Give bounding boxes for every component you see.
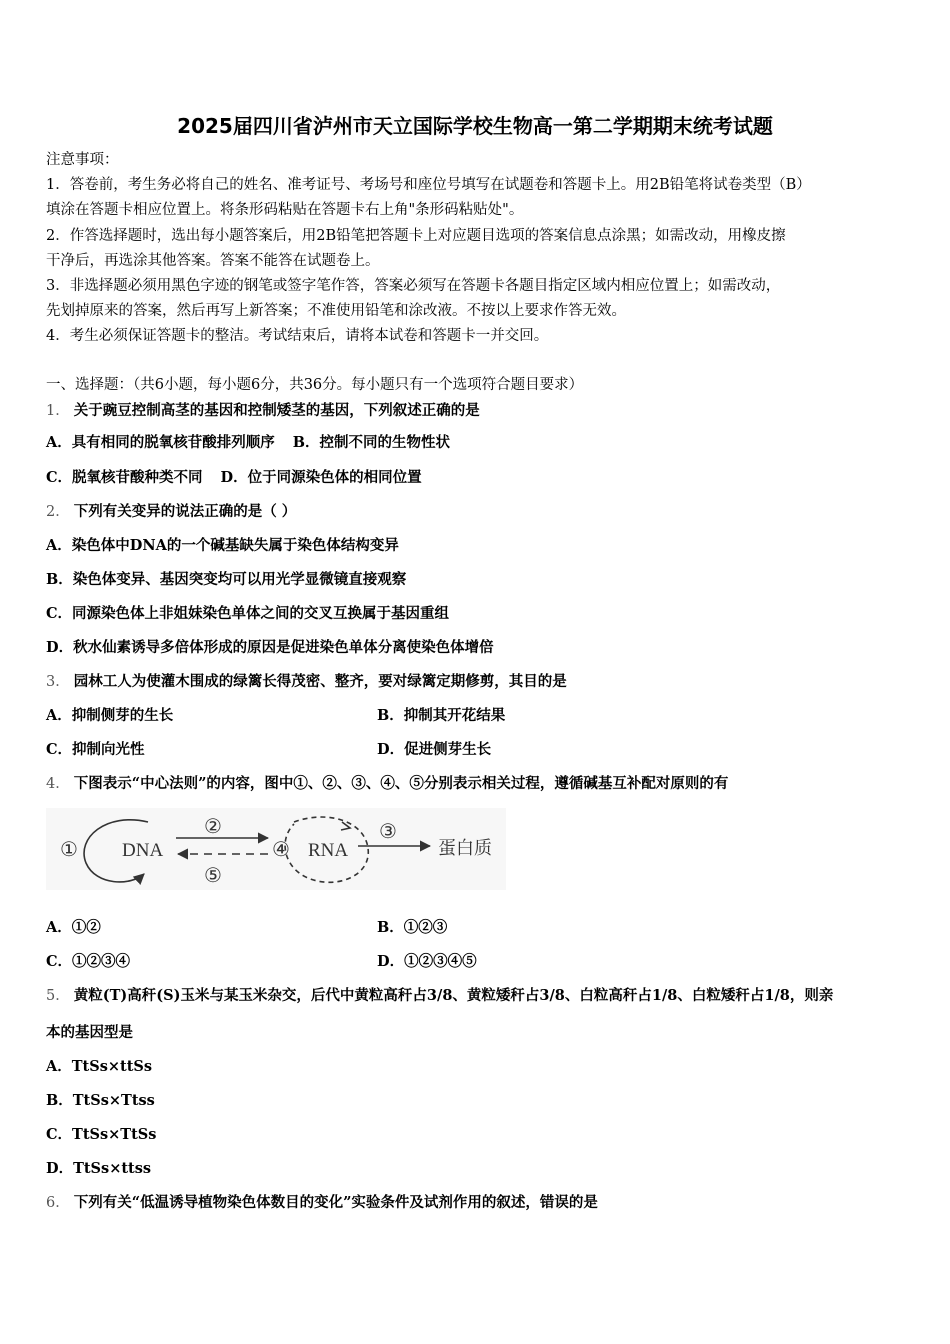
question-stem: 黄粒(T)高秆(S)玉米与某玉米杂交，后代中黄粒高秆占3/8、黄粒矮秆占3/8、白粒高秆占1/8、白粒矮秆占1/8，则亲	[73, 987, 834, 1004]
q4-option-a: A．①②	[46, 919, 101, 936]
notice-line-1: 1．答卷前，考生务必将自己的姓名、准考证号、考场号和座位号填写在试题卷和答题卡上。用2B铅笔将试卷类型（B）	[46, 177, 811, 193]
dna-label: DNA	[122, 840, 164, 861]
q1-options-cd	[46, 468, 422, 488]
q2-option-c: C．同源染色体上非姐妹染色单体之间的交叉互换属于基因重组	[46, 605, 450, 622]
question-number: 1．	[46, 403, 70, 419]
question-5-cont: 本的基因型是	[46, 1024, 133, 1041]
protein-label: 蛋白质	[438, 838, 492, 859]
q4-option-b: B．①②③	[377, 919, 448, 936]
option-d: D．位于同源染色体的相同位置	[220, 469, 422, 486]
q3-option-d: D．促进侧芽生长	[377, 741, 492, 758]
option-b: B．控制不同的生物性状	[292, 434, 451, 451]
central-dogma-diagram	[46, 808, 506, 890]
q5-option-d: D．TtSs×ttss	[46, 1160, 152, 1177]
question-number: 6．	[46, 1195, 70, 1211]
question-stem: 下列有关“低温诱导植物染色体数目的变化”实验条件及试剂作用的叙述，错误的是	[73, 1194, 598, 1211]
notice-line-5: 3．非选择题必须用黑色字迹的钢笔或签字笔作答，答案必须写在答题卡各题目指定区域内相应位置上；如需改动，	[46, 278, 781, 294]
q5-option-c: C．TtSs×TtSs	[46, 1126, 157, 1143]
question-number: 3．	[46, 674, 70, 690]
q1-options-ab	[46, 433, 450, 453]
page-title: 2025届四川省泸州市天立国际学校生物高一第二学期期末统考试题	[177, 114, 773, 138]
notice-heading: 注意事项：	[46, 152, 119, 168]
question-stem: 园林工人为使灌木围成的绿篱长得茂密、整齐，要对绿篱定期修剪，其目的是	[73, 673, 567, 690]
label-3: ③	[379, 819, 397, 843]
label-2: ②	[204, 814, 222, 838]
question-number: 2．	[46, 504, 70, 520]
question-stem: 下图表示“中心法则”的内容，图中①、②、③、④、⑤分别表示相关过程，遵循碱基互补配对原则的有	[73, 775, 729, 792]
label-5: ⑤	[204, 863, 222, 887]
option-a: A．具有相同的脱氧核苷酸排列顺序	[46, 434, 275, 451]
question-4	[46, 774, 728, 794]
notice-line-7: 4．考生必须保证答题卡的整洁。考试结束后，请将本试卷和答题卡一并交回。	[46, 328, 549, 344]
q3-option-b: B．抑制其开花结果	[377, 707, 506, 724]
question-number: 5．	[46, 988, 70, 1004]
notice-line-6: 先划掉原来的答案，然后再写上新答案；不准使用铅笔和涂改液。不按以上要求作答无效。	[46, 303, 626, 319]
q4-option-d: D．①②③④⑤	[377, 953, 477, 970]
question-stem: 关于豌豆控制高茎的基因和控制矮茎的基因，下列叙述正确的是	[73, 402, 480, 419]
q3-option-a: A．抑制侧芽的生长	[46, 707, 174, 724]
q2-option-a: A．染色体中DNA的一个碱基缺失属于染色体结构变异	[46, 537, 399, 554]
q5-option-a: A．TtSs×ttSs	[46, 1058, 153, 1075]
question-2	[46, 502, 296, 522]
notice-line-4: 干净后，再选涂其他答案。答案不能答在试题卷上。	[46, 253, 380, 269]
option-c: C．脱氧核苷酸种类不同	[46, 469, 203, 486]
label-4: ④	[272, 837, 290, 861]
question-3	[46, 672, 567, 692]
question-5	[46, 986, 833, 1006]
q2-option-d: D．秋水仙素诱导多倍体形成的原因是促进染色单体分离使染色体增倍	[46, 639, 494, 656]
question-number: 4．	[46, 776, 70, 792]
question-6	[46, 1193, 598, 1213]
q4-option-c: C．①②③④	[46, 953, 131, 970]
q2-option-b: B．染色体变异、基因突变均可以用光学显微镜直接观察	[46, 571, 407, 588]
question-stem: 下列有关变异的说法正确的是（ ）	[73, 503, 297, 520]
label-1: ①	[60, 837, 78, 861]
q3-option-c: C．抑制向光性	[46, 741, 145, 758]
q5-option-b: B．TtSs×Ttss	[46, 1092, 155, 1109]
notice-line-2: 填涂在答题卡相应位置上。将条形码粘贴在答题卡右上角"条形码粘贴处"。	[46, 202, 524, 218]
rna-label: RNA	[308, 840, 349, 861]
question-1	[46, 401, 480, 421]
section-heading: 一、选择题：（共6小题，每小题6分，共36分。每小题只有一个选项符合题目要求）	[46, 377, 584, 393]
notice-line-3: 2．作答选择题时，选出每小题答案后，用2B铅笔把答题卡上对应题目选项的答案信息点涂黑；如需改动，用橡皮擦	[46, 228, 786, 244]
